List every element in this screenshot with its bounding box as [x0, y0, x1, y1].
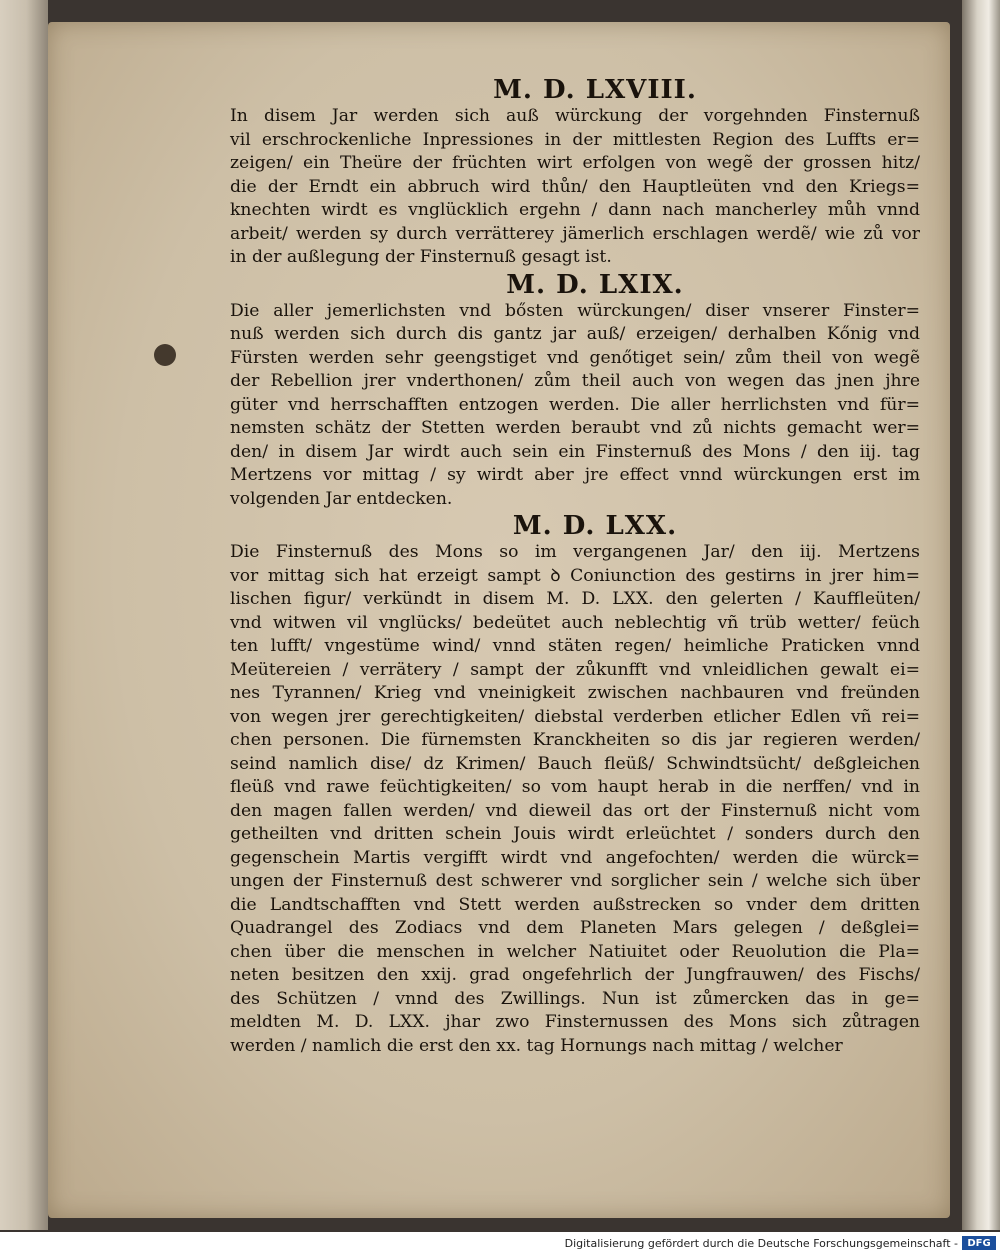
text-line: nes Tyrannen/ Krieg vnd vneinigkeit zwischen nachbauren vnd freünden	[230, 683, 920, 703]
text-line: des Schützen / vnnd des Zwillings. Nun ist zůmercken das in ge=	[230, 988, 920, 1009]
text-line: Die aller jemerlichsten vnd bősten würckungen/ diser vnserer Finster=	[230, 300, 920, 321]
text-line: ungen der Finsternuß dest schwerer vnd sorglicher sein / welche sich über	[230, 871, 920, 891]
text-line: die der Erndt ein abbruch wird thůn/ den Hauptleüten vnd den Kriegs=	[230, 176, 920, 197]
text-line: Meütereien / verrätery / sampt der zůkunfft vnd vnleidlichen gewalt ei=	[230, 659, 920, 680]
text-line: meldten M. D. LXX. jhar zwo Finsternussen des Mons sich zůtragen	[230, 1012, 920, 1032]
text-line: lischen figur/ verkündt in disem M. D. LXX. den gelerten / Kauffleüten/	[230, 589, 920, 609]
text-line: vor mittag sich hat erzeigt sampt ꝺ Coniunction des gestirns in jrer him=	[230, 565, 920, 586]
text-line: güter vnd herrschafften entzogen werden. Die aller herrlichsten vnd für=	[230, 394, 920, 415]
text-line: den/ in disem Jar wirdt auch sein ein Finsternuß des Mons / den iij. tag	[230, 441, 920, 462]
text-line: In disem Jar werden sich auß würckung der vorgehnden Finsternuß	[230, 106, 920, 126]
text-line: Fürsten werden sehr geengstiget vnd genőtiget sein/ zům theil von wegẽ	[230, 347, 920, 368]
text-line: vnd witwen vil vnglücks/ bedeütet auch neblechtig vñ trüb wetter/ feüch	[230, 612, 920, 633]
text-line: chen über die menschen in welcher Natiuitet oder Reuolution die Pla=	[230, 941, 920, 962]
text-line: nemsten schätz der Stetten werden beraubt vnd zů nichts gemacht wer=	[230, 418, 920, 438]
text-line: getheilten vnd dritten schein Jouis wirdt erleüchtet / sonders durch den	[230, 824, 920, 844]
year-heading: M. D. LXIX.	[506, 269, 684, 300]
text-line: arbeit/ werden sy durch verrätterey jämerlich erschlagen werdẽ/ wie zů vor	[230, 223, 920, 244]
text-line: der Rebellion jrer vnderthonen/ zům theil auch von wegen das jnen jhre	[230, 371, 920, 391]
year-heading: M. D. LXVIII.	[493, 75, 697, 105]
text-line: knechten wirdt es vnglücklich ergehn / dann nach mancherley můh vnnd	[230, 200, 920, 220]
text-line: von wegen jrer gerechtigkeiten/ diebstal verderben etlicher Edlen vñ rei=	[230, 706, 920, 727]
text-line: ten lufft/ vngestüme wind/ vnnd stäten regen/ heimliche Praticken vnnd	[230, 636, 920, 656]
text-line: werden / namlich die erst den xx. tag Hornungs nach mittag / welcher	[230, 1035, 843, 1056]
book-edge-right	[962, 0, 1000, 1230]
ink-spot	[154, 344, 176, 366]
footer-credit: Digitalisierung gefördert durch die Deutsche Forschungsgemeinschaft -	[564, 1237, 958, 1250]
text-line: volgenden Jar entdecken.	[230, 488, 453, 509]
dfg-logo: DFG	[962, 1236, 996, 1250]
text-line: den magen fallen werden/ vnd dieweil das ort der Finsternuß nicht vom	[230, 800, 920, 821]
text-line: gegenschein Martis vergifft wirdt vnd angefochten/ werden die würck=	[230, 847, 920, 868]
text-line: fleüß vnd rawe feüchtigkeiten/ so vom haupt herab in die nerffen/ vnd in	[230, 777, 920, 797]
text-line: Quadrangel des Zodiacs vnd dem Planeten Mars gelegen / deßglei=	[230, 918, 920, 938]
book-edge-left	[0, 0, 48, 1230]
page-text	[230, 75, 920, 1058]
text-line: Mertzens vor mittag / sy wirdt aber jre effect vnnd würckungen erst im	[230, 465, 920, 485]
text-line: vil erschrockenliche Inpressiones in der mittlesten Region des Luffts er=	[230, 129, 920, 150]
text-line: nuß werden sich durch dis gantz jar auß/ erzeigen/ derhalben Kőnig vnd	[230, 324, 920, 344]
year-heading: M. D. LXX.	[512, 511, 678, 541]
text-line: seind namlich dise/ dz Krimen/ Bauch fleüß/ Schwindtsücht/ deßgleichen	[230, 753, 920, 774]
text-line: neten besitzen den xxij. grad ongefehrlich der Jungfrauwen/ des Fischs/	[230, 965, 920, 985]
text-line: zeigen/ ein Theüre der früchten wirt erfolgen von wegẽ der grossen hitz/	[230, 153, 920, 173]
text-line: die Landtschafften vnd Stett werden außstrecken so vnder dem dritten	[230, 894, 920, 915]
text-line: Die Finsternuß des Mons so im vergangenen Jar/ den iij. Mertzens	[230, 542, 920, 562]
text-line: in der außlegung der Finsternuß gesagt ist.	[230, 247, 612, 267]
text-line: chen personen. Die fürnemsten Kranckheiten so dis jar regieren werden/	[230, 730, 920, 750]
